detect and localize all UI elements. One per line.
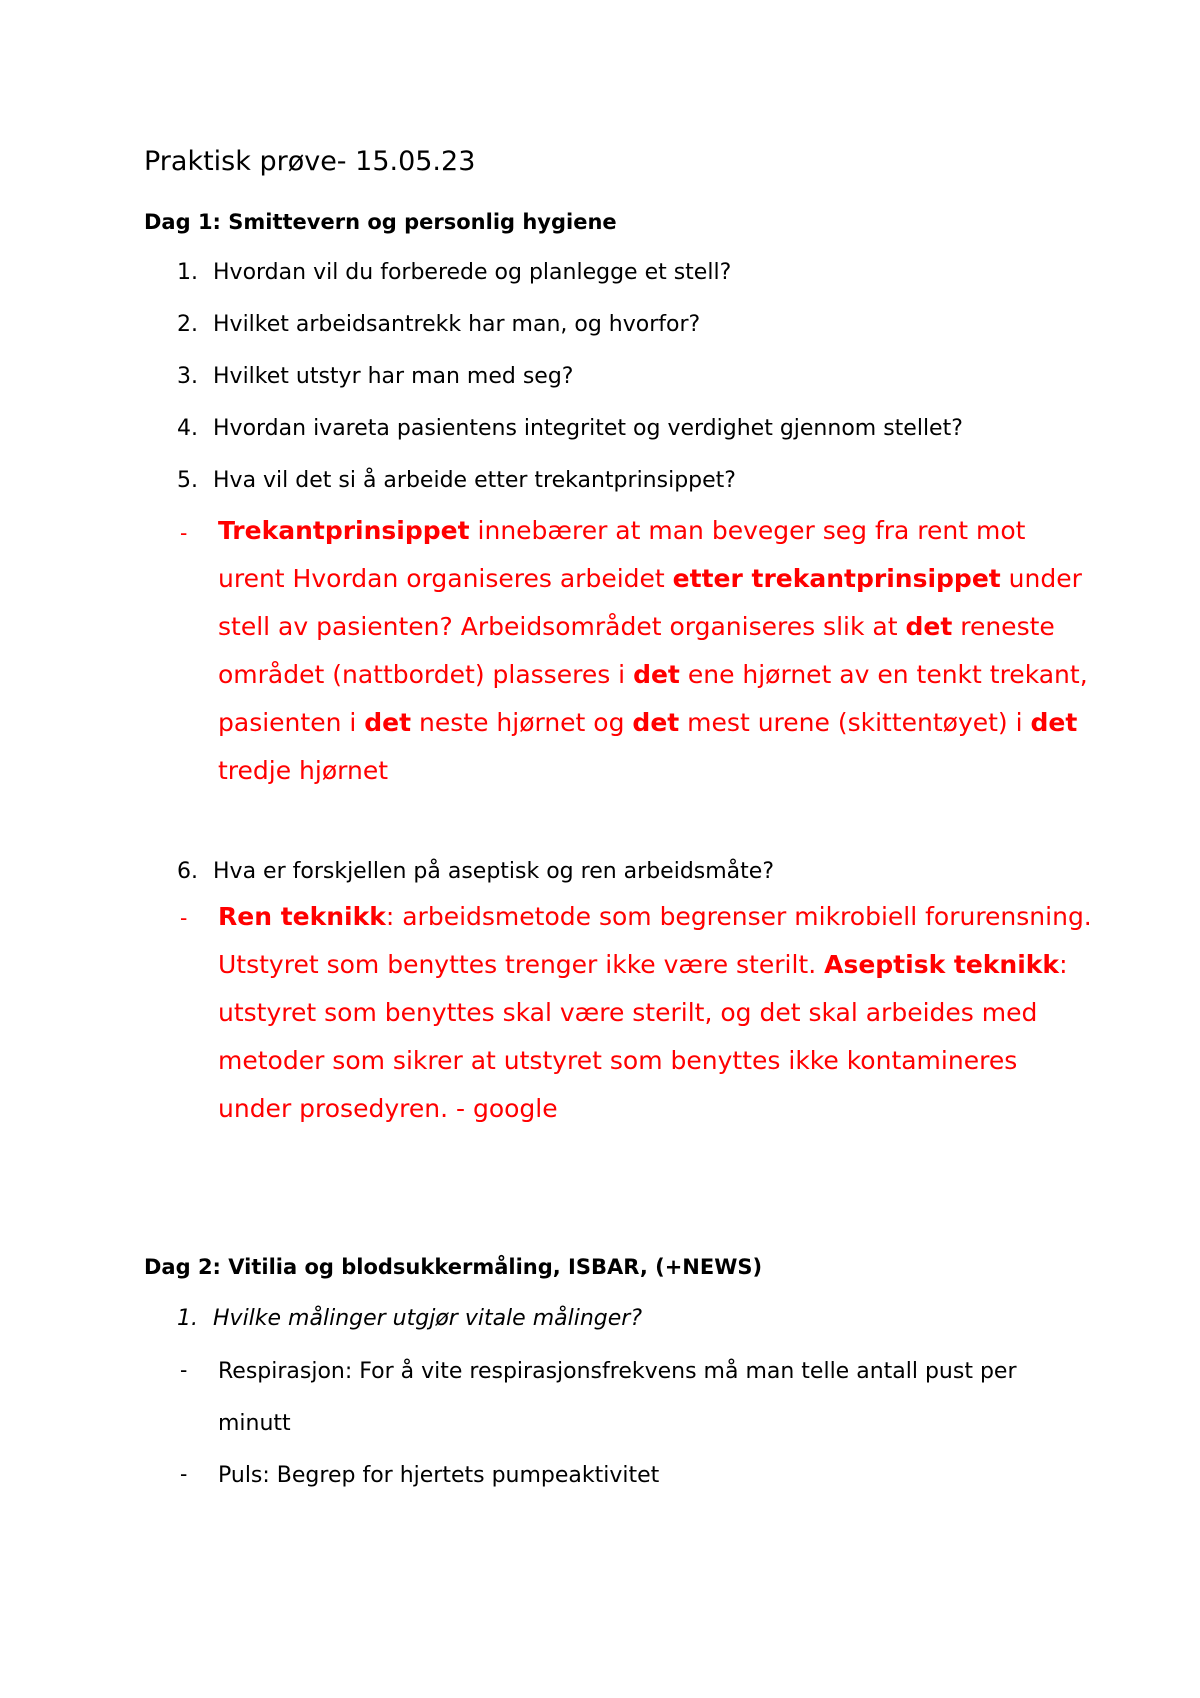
question-number: 2.: [177, 312, 198, 337]
day1-question-4: [177, 414, 963, 444]
bold-text-run: det: [364, 708, 412, 737]
question-number: 6.: [177, 859, 198, 884]
answer5-dash: -: [180, 520, 188, 545]
question-text: Hvordan ivareta pasientens integritet og verdighet gjennom stellet?: [213, 416, 963, 441]
text-run: neste hjørnet og: [411, 708, 633, 737]
question-text: Hvilket utstyr har man med seg?: [213, 364, 574, 389]
bold-text-run: det: [633, 660, 680, 689]
document-title: Praktisk prøve- 15.05.23: [144, 146, 476, 177]
text-run: ene hjørnet av en tenkt trekant, pasienten i: [218, 660, 1088, 737]
text-run: under stell av pasienten? Arbeidsområdet organiseres slik at: [218, 564, 1082, 641]
text-run: mest urene (skittentøyet) i: [679, 708, 1031, 737]
question-number: 4.: [177, 416, 198, 441]
bold-text-run: Ren teknikk: [218, 902, 386, 931]
question-number: 3.: [177, 364, 198, 389]
text-run: tredje hjørnet: [218, 756, 389, 785]
day1-question-5: [177, 466, 736, 496]
question-number: 5.: [177, 468, 198, 493]
day1-question-3: [177, 362, 574, 392]
day1-question-6: [177, 857, 774, 887]
question-number: 1.: [177, 1306, 198, 1331]
answer-ren-aseptisk: [218, 893, 1098, 1133]
day2-heading: Dag 2: Vitilia og blodsukkermåling, ISBAR, (+NEWS): [144, 1255, 763, 1279]
bold-text-run: Trekantprinsippet: [218, 516, 470, 545]
text-run: reneste området (nattbordet) plasseres i: [218, 612, 1055, 689]
question-text: Hva er forskjellen på aseptisk og ren arbeidsmåte?: [213, 859, 774, 884]
text-run: innebærer at man beveger seg fra rent mot urent Hvordan organiseres arbeidet: [218, 516, 1026, 593]
question-text: Hva vil det si å arbeide etter trekantprinsippet?: [213, 468, 736, 493]
question-text: Hvilke målinger utgjør vitale målinger?: [213, 1306, 642, 1331]
respirasjon-line-2: minutt: [218, 1411, 291, 1436]
text-run: : arbeidsmetode som begrenser mikrobiell forurensning. Utstyret som benyttes trenger ikke være sterilt.: [218, 902, 1092, 979]
day1-question-2: [177, 310, 700, 340]
day1-question-1: [177, 258, 731, 288]
question-text: Hvilket arbeidsantrekk har man, og hvorfor?: [213, 312, 701, 337]
text-run: : utstyret som benyttes skal være sterilt, og det skal arbeides med metoder som sikrer at utstyret som benyttes ikke kontamineres under prosedyren. - google: [218, 950, 1068, 1123]
question-number: 1.: [177, 260, 198, 285]
item-dash: -: [180, 1357, 188, 1382]
bold-text-run: det: [1030, 708, 1078, 737]
bold-text-run: etter trekantprinsippet: [672, 564, 1001, 593]
answer-trekantprinsippet: [218, 507, 1098, 795]
item-dash: -: [180, 1461, 188, 1486]
puls-line: Puls: Begrep for hjertets pumpeaktivitet: [218, 1463, 660, 1488]
bold-text-run: det: [632, 708, 680, 737]
bold-text-run: det: [905, 612, 953, 641]
day2-question-1: [177, 1304, 642, 1334]
answer6-dash: -: [180, 905, 188, 930]
question-text: Hvordan vil du forberede og planlegge et stell?: [213, 260, 732, 285]
day1-heading: Dag 1: Smittevern og personlig hygiene: [144, 210, 617, 234]
bold-text-run: Aseptisk teknikk: [824, 950, 1060, 979]
respirasjon-line-1: Respirasjon: For å vite respirasjonsfrekvens må man telle antall pust per: [218, 1359, 1017, 1384]
